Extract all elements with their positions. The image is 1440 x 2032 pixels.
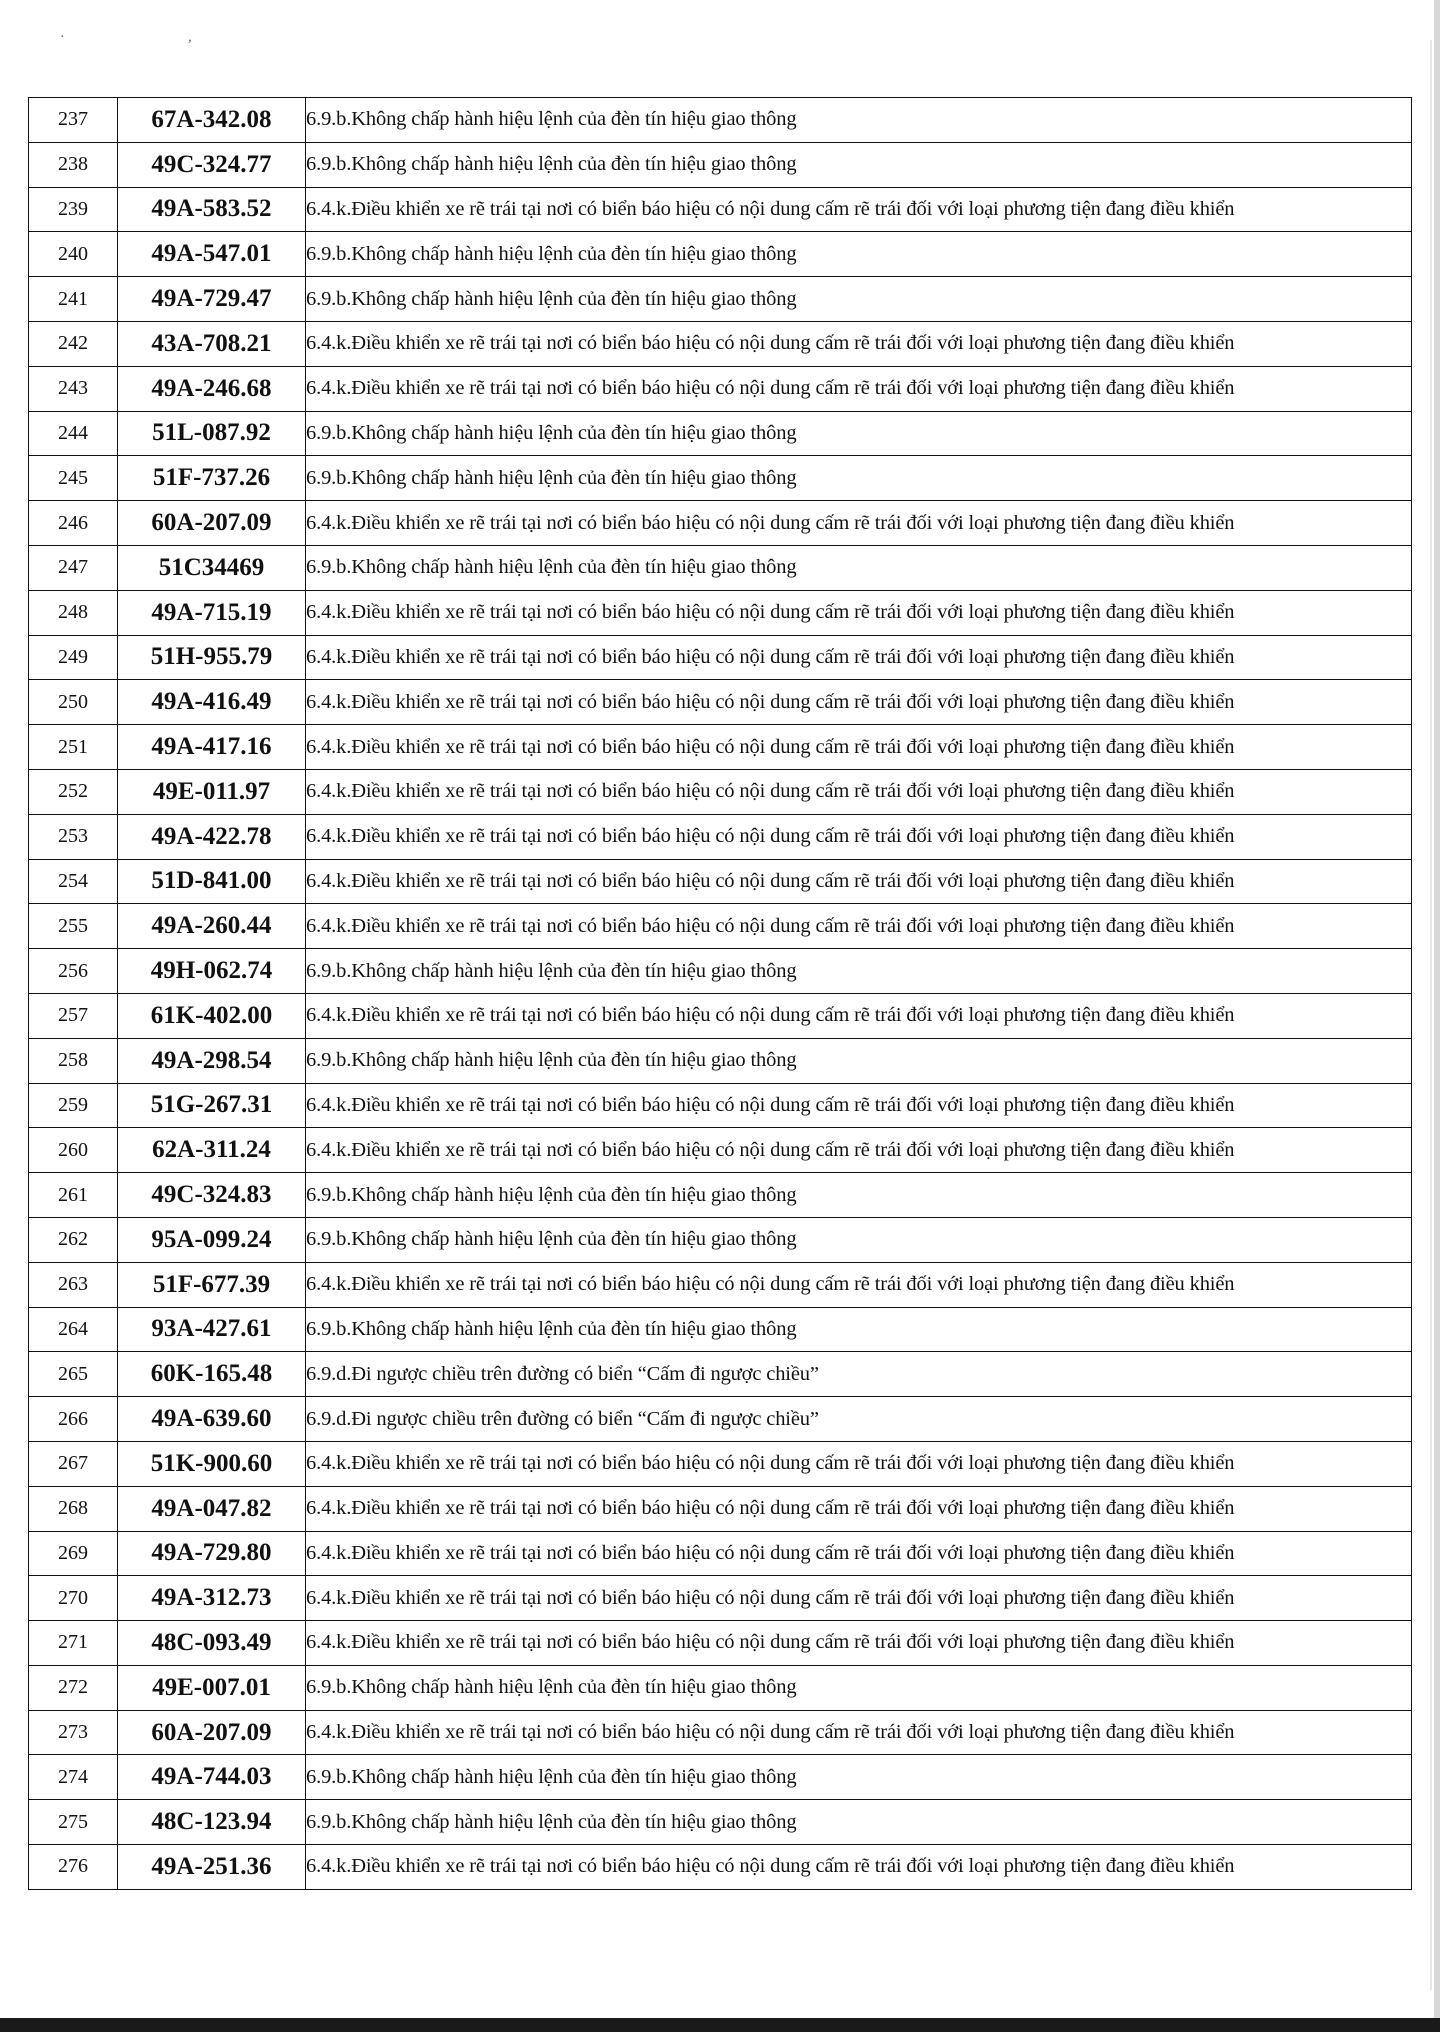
license-plate: 95A-099.24	[118, 1217, 306, 1262]
table-row	[29, 1173, 1412, 1218]
table-row	[29, 321, 1412, 366]
table-row	[29, 187, 1412, 232]
row-number: 240	[29, 232, 118, 277]
row-number: 256	[29, 949, 118, 994]
violation-description: 6.4.k.Điều khiển xe rẽ trái tại nơi có biển báo hiệu có nội dung cấm rẽ trái đối với loại phương tiện đang điều khiển	[306, 1128, 1412, 1173]
license-plate: 49C-324.77	[118, 142, 306, 187]
violation-description: 6.4.k.Điều khiển xe rẽ trái tại nơi có biển báo hiệu có nội dung cấm rẽ trái đối với loại phương tiện đang điều khiển	[306, 1486, 1412, 1531]
row-number: 270	[29, 1576, 118, 1621]
license-plate: 49A-715.19	[118, 590, 306, 635]
row-number: 261	[29, 1173, 118, 1218]
row-number: 239	[29, 187, 118, 232]
row-number: 241	[29, 277, 118, 322]
violation-description: 6.9.b.Không chấp hành hiệu lệnh của đèn tín hiệu giao thông	[306, 411, 1412, 456]
table-row	[29, 949, 1412, 994]
violation-description: 6.4.k.Điều khiển xe rẽ trái tại nơi có biển báo hiệu có nội dung cấm rẽ trái đối với loại phương tiện đang điều khiển	[306, 321, 1412, 366]
violation-description: 6.4.k.Điều khiển xe rẽ trái tại nơi có biển báo hiệu có nội dung cấm rẽ trái đối với loại phương tiện đang điều khiển	[306, 725, 1412, 770]
table-row	[29, 232, 1412, 277]
violation-description: 6.9.b.Không chấp hành hiệu lệnh của đèn tín hiệu giao thông	[306, 1217, 1412, 1262]
table-row	[29, 993, 1412, 1038]
violation-description: 6.4.k.Điều khiển xe rẽ trái tại nơi có biển báo hiệu có nội dung cấm rẽ trái đối với loại phương tiện đang điều khiển	[306, 635, 1412, 680]
table-row	[29, 1262, 1412, 1307]
violation-description: 6.9.b.Không chấp hành hiệu lệnh của đèn tín hiệu giao thông	[306, 1755, 1412, 1800]
violation-description: 6.4.k.Điều khiển xe rẽ trái tại nơi có biển báo hiệu có nội dung cấm rẽ trái đối với loại phương tiện đang điều khiển	[306, 993, 1412, 1038]
license-plate: 49A-260.44	[118, 904, 306, 949]
row-number: 268	[29, 1486, 118, 1531]
table-row	[29, 590, 1412, 635]
license-plate: 49A-251.36	[118, 1845, 306, 1890]
license-plate: 49E-007.01	[118, 1665, 306, 1710]
license-plate: 61K-402.00	[118, 993, 306, 1038]
violation-description: 6.4.k.Điều khiển xe rẽ trái tại nơi có biển báo hiệu có nội dung cấm rẽ trái đối với loại phương tiện đang điều khiển	[306, 1845, 1412, 1890]
table-row	[29, 501, 1412, 546]
violation-description: 6.9.b.Không chấp hành hiệu lệnh của đèn tín hiệu giao thông	[306, 1173, 1412, 1218]
violations-table	[28, 97, 1412, 1890]
table-row	[29, 411, 1412, 456]
row-number: 253	[29, 814, 118, 859]
license-plate: 49E-011.97	[118, 769, 306, 814]
license-plate: 49A-246.68	[118, 366, 306, 411]
violation-description: 6.4.k.Điều khiển xe rẽ trái tại nơi có biển báo hiệu có nội dung cấm rẽ trái đối với loại phương tiện đang điều khiển	[306, 904, 1412, 949]
row-number: 274	[29, 1755, 118, 1800]
row-number: 249	[29, 635, 118, 680]
violation-description: 6.4.k.Điều khiển xe rẽ trái tại nơi có biển báo hiệu có nội dung cấm rẽ trái đối với loại phương tiện đang điều khiển	[306, 1441, 1412, 1486]
row-number: 246	[29, 501, 118, 546]
violation-description: 6.4.k.Điều khiển xe rẽ trái tại nơi có biển báo hiệu có nội dung cấm rẽ trái đối với loại phương tiện đang điều khiển	[306, 1083, 1412, 1128]
violation-description: 6.9.b.Không chấp hành hiệu lệnh của đèn tín hiệu giao thông	[306, 1665, 1412, 1710]
table-row	[29, 1038, 1412, 1083]
violation-description: 6.9.b.Không chấp hành hiệu lệnh của đèn tín hiệu giao thông	[306, 545, 1412, 590]
table-row	[29, 1352, 1412, 1397]
row-number: 251	[29, 725, 118, 770]
license-plate: 51K-900.60	[118, 1441, 306, 1486]
table-row	[29, 635, 1412, 680]
table-row	[29, 1307, 1412, 1352]
violation-description: 6.4.k.Điều khiển xe rẽ trái tại nơi có biển báo hiệu có nội dung cấm rẽ trái đối với loại phương tiện đang điều khiển	[306, 187, 1412, 232]
license-plate: 51G-267.31	[118, 1083, 306, 1128]
violation-description: 6.4.k.Điều khiển xe rẽ trái tại nơi có biển báo hiệu có nội dung cấm rẽ trái đối với loại phương tiện đang điều khiển	[306, 1710, 1412, 1755]
license-plate: 49A-417.16	[118, 725, 306, 770]
table-row	[29, 142, 1412, 187]
license-plate: 60A-207.09	[118, 1710, 306, 1755]
table-row	[29, 1441, 1412, 1486]
license-plate: 51F-737.26	[118, 456, 306, 501]
license-plate: 49A-639.60	[118, 1397, 306, 1442]
row-number: 276	[29, 1845, 118, 1890]
violation-description: 6.4.k.Điều khiển xe rẽ trái tại nơi có biển báo hiệu có nội dung cấm rẽ trái đối với loại phương tiện đang điều khiển	[306, 769, 1412, 814]
table-row	[29, 1710, 1412, 1755]
row-number: 271	[29, 1621, 118, 1666]
table-row	[29, 904, 1412, 949]
violation-description: 6.4.k.Điều khiển xe rẽ trái tại nơi có biển báo hiệu có nội dung cấm rẽ trái đối với loại phương tiện đang điều khiển	[306, 859, 1412, 904]
row-number: 265	[29, 1352, 118, 1397]
scan-shadow	[1430, 40, 1432, 1990]
row-number: 262	[29, 1217, 118, 1262]
table-row	[29, 769, 1412, 814]
table-row	[29, 1128, 1412, 1173]
table-row	[29, 814, 1412, 859]
violations-table-body	[29, 98, 1412, 1890]
table-row	[29, 1531, 1412, 1576]
license-plate: 49A-729.80	[118, 1531, 306, 1576]
violation-description: 6.9.d.Đi ngược chiều trên đường có biển “Cấm đi ngược chiều”	[306, 1397, 1412, 1442]
row-number: 245	[29, 456, 118, 501]
row-number: 263	[29, 1262, 118, 1307]
row-number: 257	[29, 993, 118, 1038]
license-plate: 49A-416.49	[118, 680, 306, 725]
license-plate: 60K-165.48	[118, 1352, 306, 1397]
table-row	[29, 725, 1412, 770]
violation-description: 6.9.b.Không chấp hành hiệu lệnh của đèn tín hiệu giao thông	[306, 98, 1412, 143]
license-plate: 51D-841.00	[118, 859, 306, 904]
violation-description: 6.9.b.Không chấp hành hiệu lệnh của đèn tín hiệu giao thông	[306, 142, 1412, 187]
license-plate: 51F-677.39	[118, 1262, 306, 1307]
table-row	[29, 1397, 1412, 1442]
row-number: 267	[29, 1441, 118, 1486]
row-number: 254	[29, 859, 118, 904]
license-plate: 49A-298.54	[118, 1038, 306, 1083]
license-plate: 49A-729.47	[118, 277, 306, 322]
violation-description: 6.4.k.Điều khiển xe rẽ trái tại nơi có biển báo hiệu có nội dung cấm rẽ trái đối với loại phương tiện đang điều khiển	[306, 1576, 1412, 1621]
violation-description: 6.9.b.Không chấp hành hiệu lệnh của đèn tín hiệu giao thông	[306, 456, 1412, 501]
row-number: 237	[29, 98, 118, 143]
license-plate: 49A-583.52	[118, 187, 306, 232]
table-row	[29, 1486, 1412, 1531]
license-plate: 49A-744.03	[118, 1755, 306, 1800]
license-plate: 60A-207.09	[118, 501, 306, 546]
table-row	[29, 1845, 1412, 1890]
violation-description: 6.9.b.Không chấp hành hiệu lệnh của đèn tín hiệu giao thông	[306, 1038, 1412, 1083]
violation-description: 6.9.b.Không chấp hành hiệu lệnh của đèn tín hiệu giao thông	[306, 1800, 1412, 1845]
row-number: 238	[29, 142, 118, 187]
license-plate: 49A-422.78	[118, 814, 306, 859]
violation-description: 6.9.b.Không chấp hành hiệu lệnh của đèn tín hiệu giao thông	[306, 949, 1412, 994]
license-plate: 43A-708.21	[118, 321, 306, 366]
license-plate: 49A-047.82	[118, 1486, 306, 1531]
violation-description: 6.4.k.Điều khiển xe rẽ trái tại nơi có biển báo hiệu có nội dung cấm rẽ trái đối với loại phương tiện đang điều khiển	[306, 366, 1412, 411]
row-number: 264	[29, 1307, 118, 1352]
license-plate: 48C-123.94	[118, 1800, 306, 1845]
row-number: 269	[29, 1531, 118, 1576]
row-number: 273	[29, 1710, 118, 1755]
table-row	[29, 1083, 1412, 1128]
table-row	[29, 1217, 1412, 1262]
table-row	[29, 366, 1412, 411]
violation-description: 6.9.b.Không chấp hành hiệu lệnh của đèn tín hiệu giao thông	[306, 232, 1412, 277]
row-number: 260	[29, 1128, 118, 1173]
violation-description: 6.4.k.Điều khiển xe rẽ trái tại nơi có biển báo hiệu có nội dung cấm rẽ trái đối với loại phương tiện đang điều khiển	[306, 1621, 1412, 1666]
row-number: 272	[29, 1665, 118, 1710]
table-row	[29, 1755, 1412, 1800]
license-plate: 51H-955.79	[118, 635, 306, 680]
violation-description: 6.9.d.Đi ngược chiều trên đường có biển “Cấm đi ngược chiều”	[306, 1352, 1412, 1397]
table-row	[29, 98, 1412, 143]
row-number: 255	[29, 904, 118, 949]
row-number: 243	[29, 366, 118, 411]
license-plate: 49C-324.83	[118, 1173, 306, 1218]
violation-description: 6.4.k.Điều khiển xe rẽ trái tại nơi có biển báo hiệu có nội dung cấm rẽ trái đối với loại phương tiện đang điều khiển	[306, 1262, 1412, 1307]
scan-marks: · ,	[60, 30, 252, 45]
violation-description: 6.4.k.Điều khiển xe rẽ trái tại nơi có biển báo hiệu có nội dung cấm rẽ trái đối với loại phương tiện đang điều khiển	[306, 680, 1412, 725]
license-plate: 67A-342.08	[118, 98, 306, 143]
scan-edge-bottom	[0, 2018, 1440, 2032]
table-row	[29, 545, 1412, 590]
table-row	[29, 859, 1412, 904]
license-plate: 62A-311.24	[118, 1128, 306, 1173]
table-row	[29, 1665, 1412, 1710]
table-row	[29, 1576, 1412, 1621]
license-plate: 93A-427.61	[118, 1307, 306, 1352]
row-number: 258	[29, 1038, 118, 1083]
table-row	[29, 680, 1412, 725]
row-number: 244	[29, 411, 118, 456]
license-plate: 51L-087.92	[118, 411, 306, 456]
license-plate: 48C-093.49	[118, 1621, 306, 1666]
license-plate: 49H-062.74	[118, 949, 306, 994]
row-number: 242	[29, 321, 118, 366]
row-number: 259	[29, 1083, 118, 1128]
row-number: 252	[29, 769, 118, 814]
license-plate: 49A-312.73	[118, 1576, 306, 1621]
violation-description: 6.4.k.Điều khiển xe rẽ trái tại nơi có biển báo hiệu có nội dung cấm rẽ trái đối với loại phương tiện đang điều khiển	[306, 814, 1412, 859]
row-number: 250	[29, 680, 118, 725]
row-number: 275	[29, 1800, 118, 1845]
scan-edge-right	[1434, 0, 1440, 2032]
violation-description: 6.4.k.Điều khiển xe rẽ trái tại nơi có biển báo hiệu có nội dung cấm rẽ trái đối với loại phương tiện đang điều khiển	[306, 1531, 1412, 1576]
row-number: 247	[29, 545, 118, 590]
table-row	[29, 277, 1412, 322]
table-row	[29, 1621, 1412, 1666]
row-number: 266	[29, 1397, 118, 1442]
license-plate: 51C34469	[118, 545, 306, 590]
violation-description: 6.4.k.Điều khiển xe rẽ trái tại nơi có biển báo hiệu có nội dung cấm rẽ trái đối với loại phương tiện đang điều khiển	[306, 501, 1412, 546]
row-number: 248	[29, 590, 118, 635]
violation-description: 6.9.b.Không chấp hành hiệu lệnh của đèn tín hiệu giao thông	[306, 1307, 1412, 1352]
violation-description: 6.4.k.Điều khiển xe rẽ trái tại nơi có biển báo hiệu có nội dung cấm rẽ trái đối với loại phương tiện đang điều khiển	[306, 590, 1412, 635]
table-row	[29, 456, 1412, 501]
license-plate: 49A-547.01	[118, 232, 306, 277]
violation-description: 6.9.b.Không chấp hành hiệu lệnh của đèn tín hiệu giao thông	[306, 277, 1412, 322]
table-row	[29, 1800, 1412, 1845]
